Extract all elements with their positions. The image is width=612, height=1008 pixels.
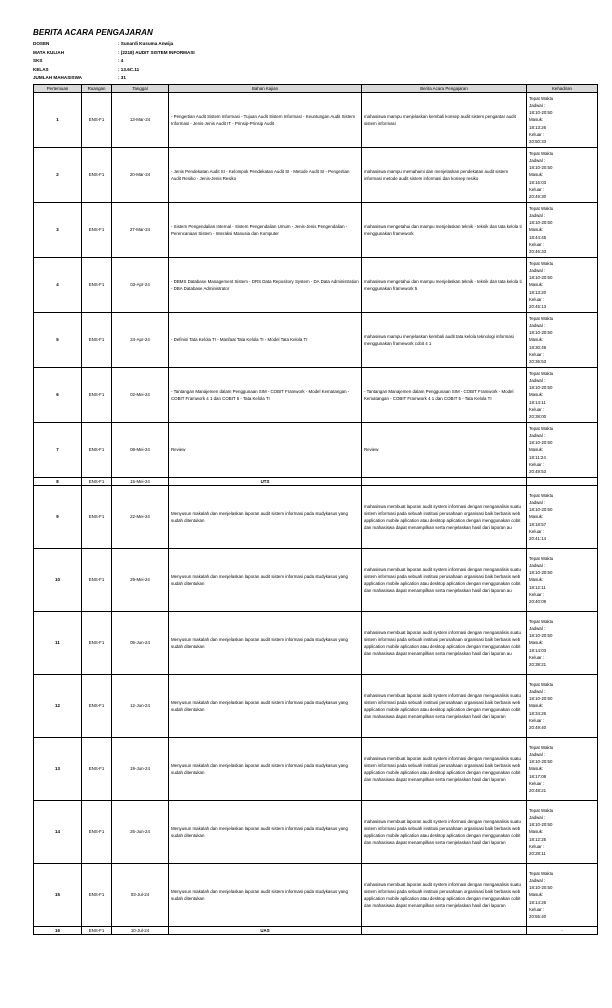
table-row xyxy=(34,478,598,486)
cell-kehadiran xyxy=(527,93,598,148)
kehadiran-line: 18:10-20:50 xyxy=(529,440,553,446)
table-row xyxy=(34,612,598,675)
table-row xyxy=(34,486,598,549)
cell-ruangan: ENS-F1 xyxy=(82,927,112,935)
cell-tanggal: 19-Jun-24 xyxy=(112,738,169,801)
cell-ruangan: ENS-F1 xyxy=(82,486,112,549)
cell-ruangan: ENS-F1 xyxy=(82,675,112,738)
cell-berita-acara: mahasiswa membuat laporan audit system informasi dengan menganalisis suatu sistem informasi pada sebuah institusi perusahaan organisasi baik berbasis web application mobile aplication atau desktop aplication dengan menggunakan cobit dan mahasiswa dapat menampilkan serta menjelaskan hasil dari laporan xyxy=(362,801,527,864)
kehadiran-line: Tepat Waktu xyxy=(529,618,554,624)
course-info xyxy=(33,40,195,83)
kehadiran-line: Jadwal : xyxy=(529,432,546,438)
kehadiran-line: Jadwal : xyxy=(529,751,546,757)
kehadiran-line: 18:10-20:50 xyxy=(529,330,553,336)
cell-berita-acara: Review xyxy=(362,423,527,478)
kehadiran-line: 18:10-20:50 xyxy=(529,822,553,828)
cell-bahan-kajian: - Jenis Pendekatan Audit SI - Kelompok Pendekatan Audit SI - Metode Audit SI - Pengertian Audit Resiko - Jenis-Jenis Resiko xyxy=(169,148,362,203)
cell-ruangan: ENS-F1 xyxy=(82,549,112,612)
kehadiran-line: Masuk: xyxy=(529,640,544,646)
kehadiran-line: Keluar : xyxy=(529,528,545,534)
cell-pertemuan: 16 xyxy=(34,927,82,935)
header-pertemuan: Pertemuan xyxy=(34,85,82,93)
cell-ruangan: ENS-F1 xyxy=(82,313,112,368)
cell-pertemuan: 4 xyxy=(34,258,82,313)
kehadiran-line: Keluar : xyxy=(529,843,545,849)
cell-kehadiran xyxy=(527,486,598,549)
kehadiran-line: Masuk: xyxy=(529,282,544,288)
kehadiran-line: 18:30:49 xyxy=(529,344,547,350)
kehadiran-line: 20:28:11 xyxy=(529,851,546,856)
kehadiran-line: Tepat Waktu xyxy=(529,150,554,156)
cell-pertemuan: 11 xyxy=(34,612,82,675)
kehadiran-line: Tepat Waktu xyxy=(529,315,554,321)
cell-tanggal: 12-Jun-24 xyxy=(112,675,169,738)
kehadiran-line: Masuk: xyxy=(529,392,544,398)
kehadiran-line: 18:10-20:50 xyxy=(529,570,553,576)
kehadiran-line: Keluar : xyxy=(529,351,545,357)
table-row xyxy=(34,93,598,148)
cell-kehadiran xyxy=(527,423,598,478)
cell-tanggal: 20-Mar-24 xyxy=(112,148,169,203)
kehadiran-line: Jadwal : xyxy=(529,212,546,218)
kehadiran-line: 20:40:09 xyxy=(529,599,547,604)
kehadiran-line: Keluar : xyxy=(529,654,545,660)
cell-ruangan: ENS-F1 xyxy=(82,258,112,313)
cell-kehadiran xyxy=(527,675,598,738)
kehadiran-line: Keluar : xyxy=(529,906,545,912)
table-row xyxy=(34,549,598,612)
kehadiran-line: Keluar : xyxy=(529,717,545,723)
info-row-kelas xyxy=(33,66,195,75)
kehadiran-line: 20:46:33 xyxy=(529,249,547,254)
kehadiran-line: 18:10-20:50 xyxy=(529,165,553,171)
table-row xyxy=(34,864,598,927)
cell-kehadiran xyxy=(527,801,598,864)
cell-tanggal: 03-Apr-24 xyxy=(112,258,169,313)
kehadiran-line: Jadwal : xyxy=(529,157,546,163)
cell-kehadiran: - xyxy=(527,927,598,935)
kehadiran-line: Tepat Waktu xyxy=(529,205,554,211)
kehadiran-line: 20:49:53 xyxy=(529,469,547,474)
cell-tanggal: 24-Apr-24 xyxy=(112,313,169,368)
cell-tanggal: 02-Mei-24 xyxy=(112,368,169,423)
kehadiran-line: Jadwal : xyxy=(529,688,546,694)
table-row xyxy=(34,368,598,423)
kehadiran-line: 20:50:33 xyxy=(529,139,547,144)
kehadiran-line: Masuk: xyxy=(529,447,544,453)
kehadiran-line: 20:48:21 xyxy=(529,788,547,793)
table-row xyxy=(34,423,598,478)
cell-berita-acara: mahasiswa membuat laporan audit system informasi dengan menganalisis suatu sistem informasi pada sebuah institusi perusahaan organisasi baik berbasis web application mobile aplication atau desktop aplication dengan menggunakan cobit dan mahasiswa dapat menampilkan serta menjelaskan hasil dari laporan au xyxy=(362,612,527,675)
kehadiran-line: Masuk: xyxy=(529,227,544,233)
kehadiran-line: Keluar : xyxy=(529,241,545,247)
cell-bahan-kajian: Menyusun makalah dan menjelaskan laporan audit sistem informasi pada studykasus yang sudah ditentukan xyxy=(169,486,362,549)
cell-bahan-kajian: - Tantangan Manajemen dalam Penggunaan SIM - COBIT Framwork - Model Kematangan - COBIT Framwork 4 1 dan COBIT 5 - Tata Kelola TI xyxy=(169,368,362,423)
cell-bahan-kajian: Review xyxy=(169,423,362,478)
kehadiran-line: Tepat Waktu xyxy=(529,807,554,813)
kehadiran-line: 18:14:03 xyxy=(529,647,547,653)
cell-pertemuan: 3 xyxy=(34,203,82,258)
kehadiran-line: Masuk: xyxy=(529,514,544,520)
kehadiran-line: 18:10-20:50 xyxy=(529,275,553,281)
cell-berita-acara: - Tantangan Manajemen dalam Penggunaan SIM - COBIT Framwork - Model Kematangan - COBIT Framwork 4 1 dan COBIT 5 - Tata Kelola TI xyxy=(362,368,527,423)
info-value: : 4 xyxy=(118,58,124,63)
cell-pertemuan: 2 xyxy=(34,148,82,203)
info-label: SKS xyxy=(33,58,43,63)
cell-ruangan: ENS-F1 xyxy=(82,423,112,478)
kehadiran-line: Keluar : xyxy=(529,131,545,137)
cell-berita-acara: mahasiswa mampu menjelaskan kembali konsep audit sistem pengantar audit sistem informasi xyxy=(362,93,527,148)
cell-kehadiran xyxy=(527,203,598,258)
info-value: : 31 xyxy=(118,75,126,80)
kehadiran-line: 18:10-20:50 xyxy=(529,507,553,513)
kehadiran-line: Masuk: xyxy=(529,577,544,583)
info-row-sks xyxy=(33,57,195,66)
kehadiran-line: Jadwal : xyxy=(529,562,546,568)
kehadiran-line: Masuk: xyxy=(529,829,544,835)
document-title: BERITA ACARA PENGAJARAN xyxy=(33,28,153,37)
info-row-mata-kuliah xyxy=(33,49,195,58)
info-value: : Sunardi Kusuma Anwija xyxy=(118,41,174,46)
kehadiran-line: Jadwal : xyxy=(529,814,546,820)
kehadiran-line: 20:49:40 xyxy=(529,725,547,730)
cell-kehadiran xyxy=(527,478,598,486)
kehadiran-line: 18:13:20 xyxy=(529,289,547,295)
cell-bahan-kajian: - Definisi Tata Kelola TI - Manfaat Tata Kelola TI - Model Tata Kelola TI xyxy=(169,313,362,368)
cell-kehadiran xyxy=(527,148,598,203)
kehadiran-line: Tepat Waktu xyxy=(529,492,554,498)
cell-ujian: UTS xyxy=(169,478,362,486)
cell-kehadiran xyxy=(527,368,598,423)
cell-bahan-kajian: Menyusun makalah dan menjelaskan laporan audit sistem informasi pada studykasus yang sudah ditentukan xyxy=(169,675,362,738)
header-kehadiran: Kehadiran xyxy=(527,85,598,93)
cell-bahan-kajian: - DBMS Database Management Sistem - DRS Data Repository System - DA Data Administration - DBA Database Administrator xyxy=(169,258,362,313)
cell-bahan-kajian: Menyusun makalah dan menjelaskan laporan audit sistem informasi pada studykasus yang sudah ditentukan xyxy=(169,612,362,675)
table-row xyxy=(34,927,598,935)
table-header-row xyxy=(34,85,598,93)
berita-acara-table xyxy=(33,84,598,935)
cell-tanggal: 13-Mar-24 xyxy=(112,93,169,148)
kehadiran-line: 18:10-20:50 xyxy=(529,220,553,226)
info-label: JUMLAH MAHASISWA xyxy=(33,75,82,80)
kehadiran-line: 18:16:03 xyxy=(529,179,547,185)
cell-berita-acara: mahasiswa membuat laporan audit system informasi dengan menganalisis suatu sistem informasi pada sebuah institusi perusahaan organisasi baik berbasis web application mobile aplication atau desktop aplication dengan menggunakan cobit dan mahasiswa dapat menampilkan serta menjelaskan hasil dari laporan xyxy=(362,738,527,801)
cell-tanggal: 29-Mei-24 xyxy=(112,549,169,612)
table-row xyxy=(34,738,598,801)
kehadiran-line: 18:10-20:50 xyxy=(529,385,553,391)
header-ruangan: Ruangan xyxy=(82,85,112,93)
kehadiran-line: 18:10-20:50 xyxy=(529,696,553,702)
cell-pertemuan: 5 xyxy=(34,313,82,368)
cell-berita-acara: mahasiswa membuat laporan audit system informasi dengan menganalisis suatu sistem informasi pada sebuah institusi perusahaan organisasi baik berbasis web application mobile aplication atau desktop aplication dengan menggunakan cobit dan mahasiswa dapat menampilkan serta menjelaskan hasil dari laporan au xyxy=(362,549,527,612)
cell-berita-acara: mahasiswa mengetahui dan mampu menjelaskan teknik - teknik dan tata kelola ti menggunakan framework 5 xyxy=(362,258,527,313)
table-row xyxy=(34,148,598,203)
cell-tanggal: 15-Mei-24 xyxy=(112,478,169,486)
cell-ruangan: ENS-F1 xyxy=(82,478,112,486)
kehadiran-line: 18:11:24 xyxy=(529,454,546,460)
kehadiran-line: Jadwal : xyxy=(529,102,546,108)
cell-ruangan: ENS-F1 xyxy=(82,148,112,203)
kehadiran-line: Masuk: xyxy=(529,703,544,709)
kehadiran-line: 20:45:13 xyxy=(529,304,547,309)
table-row xyxy=(34,675,598,738)
info-label: MATA KULIAH xyxy=(33,49,65,55)
kehadiran-line: Jadwal : xyxy=(529,499,546,505)
cell-kehadiran xyxy=(527,549,598,612)
cell-kehadiran xyxy=(527,313,598,368)
table-row xyxy=(34,203,598,258)
info-row-jumlah-mahasiswa xyxy=(33,74,195,83)
header-berita-acara: Berita Acara Pengajaran xyxy=(362,85,527,93)
cell-bahan-kajian: Menyusun makalah dan menjelaskan laporan audit sistem informasi pada studykasus yang sudah ditentukan xyxy=(169,549,362,612)
cell-berita-acara xyxy=(362,478,527,486)
cell-berita-acara: mahasiswa mampu memahami dan menjelaskan pendekatan audit sistem informasi metode audit sistem informasi dan konsep resiko xyxy=(362,148,527,203)
kehadiran-line: Masuk: xyxy=(529,337,544,343)
kehadiran-line: 18:14:11 xyxy=(529,399,546,405)
cell-berita-acara: mahasiswa membuat laporan audit system informasi dengan menganalisis suatu sistem informasi pada sebuah institusi perusahaan organisasi baik berbasis web application mobile aplication atau desktop aplication dengan menggunakan cobit dan mahasiswa dapat menampilkan serta menjelaskan hasil dari laporan xyxy=(362,864,527,927)
cell-kehadiran xyxy=(527,738,598,801)
kehadiran-line: 18:10-20:50 xyxy=(529,885,553,891)
cell-pertemuan: 1 xyxy=(34,93,82,148)
kehadiran-line: Keluar : xyxy=(529,780,545,786)
cell-bahan-kajian: - Sistem Pengendalian Internal - Sistem Pengendalian Umum - Jenis-Jenis Pengendalian - Perencanaan Sistem - Interaksi Manusia dan Komputer xyxy=(169,203,362,258)
kehadiran-line: 18:18:57 xyxy=(529,521,547,527)
kehadiran-line: Jadwal : xyxy=(529,625,546,631)
cell-pertemuan: 12 xyxy=(34,675,82,738)
cell-kehadiran xyxy=(527,864,598,927)
cell-ujian: UAS xyxy=(169,927,362,935)
kehadiran-line: Masuk: xyxy=(529,117,544,123)
kehadiran-line: Keluar : xyxy=(529,406,545,412)
kehadiran-line: 20:41:14 xyxy=(529,536,547,541)
kehadiran-line: 18:13:26 xyxy=(529,124,547,130)
cell-tanggal: 05-Jun-24 xyxy=(112,612,169,675)
kehadiran-line: 18:10-20:50 xyxy=(529,759,553,765)
cell-ruangan: ENS-F1 xyxy=(82,368,112,423)
kehadiran-line: Masuk: xyxy=(529,172,544,178)
kehadiran-line: Keluar : xyxy=(529,591,545,597)
kehadiran-line: 20:38:00 xyxy=(529,414,547,419)
kehadiran-line: 20:36:53 xyxy=(529,359,547,364)
cell-kehadiran xyxy=(527,258,598,313)
kehadiran-line: 18:12:25 xyxy=(529,836,547,842)
cell-ruangan: ENS-F1 xyxy=(82,612,112,675)
kehadiran-line: 20:38:21 xyxy=(529,662,547,667)
kehadiran-line: 20:49:30 xyxy=(529,194,547,199)
cell-pertemuan: 8 xyxy=(34,478,82,486)
cell-berita-acara: mahasiswa mampu menjelaskan kembali audit tata kelola teknologi informasi menggunakan framework cobit 4 1 xyxy=(362,313,527,368)
kehadiran-line: Tepat Waktu xyxy=(529,370,554,376)
cell-tanggal: 03-Jul-24 xyxy=(112,864,169,927)
kehadiran-line: 18:12:11 xyxy=(529,584,546,590)
header-tanggal: Tanggal xyxy=(112,85,169,93)
kehadiran-line: Tepat Waktu xyxy=(529,681,554,687)
cell-bahan-kajian: Menyusun makalah dan menjelaskan laporan audit sistem informasi pada studykasus yang sudah ditentukan xyxy=(169,801,362,864)
info-value: : (2218) AUDIT SISTEM INFORMASI xyxy=(118,49,195,55)
kehadiran-line: Keluar : xyxy=(529,296,545,302)
cell-pertemuan: 15 xyxy=(34,864,82,927)
table-row xyxy=(34,313,598,368)
info-label: DOSEN xyxy=(33,41,50,46)
cell-tanggal: 26-Jun-24 xyxy=(112,801,169,864)
cell-pertemuan: 7 xyxy=(34,423,82,478)
kehadiran-line: 18:44:45 xyxy=(529,234,547,240)
kehadiran-line: 18:10-20:50 xyxy=(529,110,553,116)
kehadiran-line: 18:10-20:50 xyxy=(529,633,553,639)
cell-tanggal: 10-Jul-24 xyxy=(112,927,169,935)
cell-ruangan: ENS-F1 xyxy=(82,738,112,801)
cell-pertemuan: 14 xyxy=(34,801,82,864)
cell-pertemuan: 9 xyxy=(34,486,82,549)
cell-berita-acara xyxy=(362,927,527,935)
cell-berita-acara: mahasiswa membuat laporan audit system informasi dengan menganalisis suatu sistem informasi pada sebuah institusi perusahaan organisasi baik berbasis web application mobile aplication atau desktop aplication dengan menggunakan cobit dan mahasiswa dapat menampilkan serta menjelaskan hasil dari laporan xyxy=(362,675,527,738)
cell-kehadiran xyxy=(527,612,598,675)
table-row xyxy=(34,258,598,313)
cell-tanggal: 08-Mei-24 xyxy=(112,423,169,478)
info-label: KELAS xyxy=(33,66,49,72)
cell-ruangan: ENS-F1 xyxy=(82,93,112,148)
cell-berita-acara: mahasiswa mengetahui dan mampu menjelaskan teknik - teknik dan tata kelola ti menggunakan framework xyxy=(362,203,527,258)
cell-tanggal: 22-Mei-24 xyxy=(112,486,169,549)
info-row-dosen xyxy=(33,40,195,49)
kehadiran-line: Jadwal : xyxy=(529,267,546,273)
header-bahan-kajian: Bahan Kajian xyxy=(169,85,362,93)
cell-bahan-kajian: Menyusun makalah dan menjelaskan laporan audit sistem informasi pada studykasus yang sudah ditentukan xyxy=(169,864,362,927)
kehadiran-line: Tepat Waktu xyxy=(529,260,554,266)
kehadiran-line: Masuk: xyxy=(529,766,544,772)
cell-berita-acara: mahasiswa membuat laporan audit system informasi dengan menganalisis suatu sistem informasi pada sebuah institusi perusahaan organisasi baik berbasis web application mobile aplication atau desktop aplication dengan menggunakan cobit dan mahasiswa dapat menampilkan serta menjelaskan hasil dari laporan au xyxy=(362,486,527,549)
cell-pertemuan: 10 xyxy=(34,549,82,612)
kehadiran-line: Tepat Waktu xyxy=(529,555,554,561)
cell-ruangan: ENS-F1 xyxy=(82,801,112,864)
kehadiran-line: Jadwal : xyxy=(529,877,546,883)
cell-bahan-kajian: - Pengertian Audit Sistem Informasi - Tujuan Audit Sistem Informasi - Keuntungan Audit Sistem Informasi - Jenis-Jenis Audit IT - Prinsip-Prinsip Audit xyxy=(169,93,362,148)
kehadiran-line: Tepat Waktu xyxy=(529,95,554,101)
info-value: : 13.6C.11 xyxy=(118,66,140,72)
kehadiran-line: Jadwal : xyxy=(529,322,546,328)
cell-tanggal: 27-Mar-24 xyxy=(112,203,169,258)
kehadiran-line: Tepat Waktu xyxy=(529,425,554,431)
cell-pertemuan: 6 xyxy=(34,368,82,423)
kehadiran-line: Keluar : xyxy=(529,186,545,192)
cell-bahan-kajian: Menyusun makalah dan menjelaskan laporan audit sistem informasi pada studykasus yang sudah ditentukan xyxy=(169,738,362,801)
kehadiran-line: Tepat Waktu xyxy=(529,870,554,876)
cell-ruangan: ENS-F1 xyxy=(82,864,112,927)
kehadiran-line: 20:55:40 xyxy=(529,914,547,919)
table-row xyxy=(34,801,598,864)
kehadiran-line: 18:14:26 xyxy=(529,899,547,905)
kehadiran-line: Jadwal : xyxy=(529,377,546,383)
kehadiran-line: 18:34:26 xyxy=(529,710,547,716)
kehadiran-line: Keluar : xyxy=(529,461,545,467)
cell-ruangan: ENS-F1 xyxy=(82,203,112,258)
kehadiran-line: Tepat Waktu xyxy=(529,744,554,750)
kehadiran-line: Masuk: xyxy=(529,892,544,898)
kehadiran-line: 18:17:08 xyxy=(529,773,547,779)
cell-pertemuan: 13 xyxy=(34,738,82,801)
